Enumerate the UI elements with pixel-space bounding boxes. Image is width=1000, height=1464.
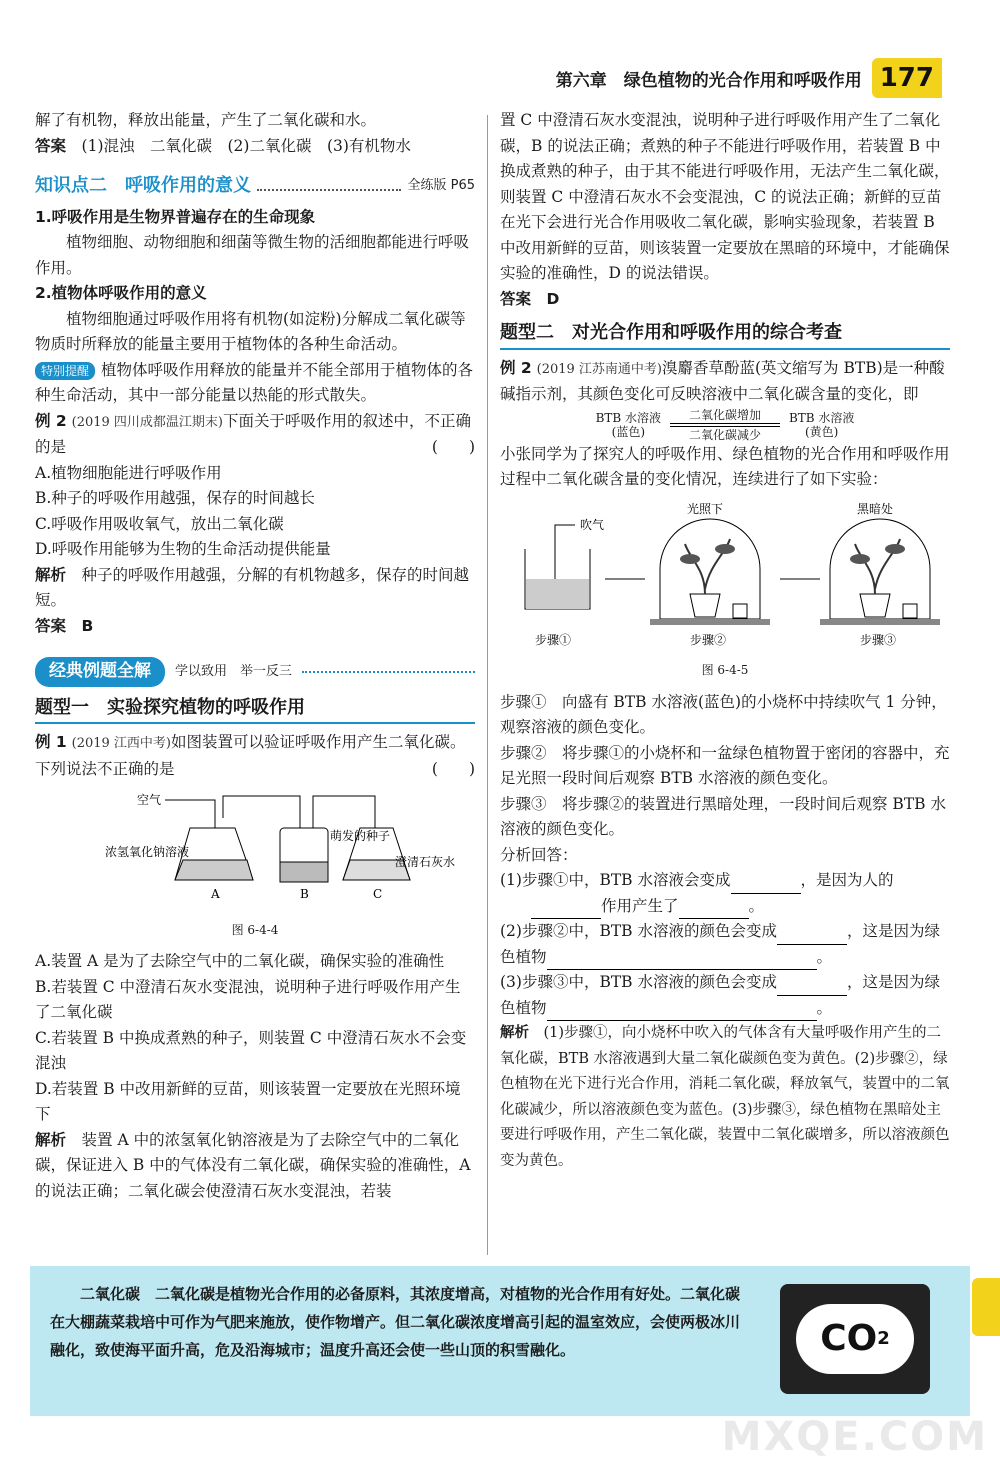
side-tab [972,1278,1000,1336]
co2-image [780,1284,930,1394]
left-column [35,108,475,1204]
label-step2: 步骤② [690,632,727,647]
btb-equation: BTB 水溶液 (蓝色) 二氧化碳增加 二氧化碳减少 BTB 水溶液 (黄色) [595,407,855,442]
ex1-option-a: A.装置 A 是为了去除空气中的二氧化碳，确保实验的准确性 [35,952,445,970]
point-1-body: 植物细胞、动物细胞和细菌等微生物的活细胞都能进行呼吸作用。 [35,233,470,277]
option-d: D.呼吸作用能够为生物的生命活动提供能量 [35,540,331,558]
option-a: A.植物细胞能进行呼吸作用 [35,463,222,482]
intro-line: 解了有机物，释放出能量，产生了二氧化碳和水。 [35,111,377,129]
analysis-label: 分析回答： [500,845,578,864]
figure-6-4-4 [35,788,475,943]
explanation: 解析 种子的呼吸作用越强，分解的有机物越多，保存的时间越短。 [35,565,470,609]
answer-1: 答案 (1)混浊 二氧化碳 (2)二氧化碳 (3)有机物水 [35,136,411,155]
ex1-option-b: B.若装置 C 中澄清石灰水变混浊，说明种子进行呼吸作用产生了二氧化碳 [35,977,461,1021]
label-step1: 步骤① [535,632,572,647]
tip-badge: 特别提醒 [35,362,95,380]
answer-d: 答案 D [500,289,560,308]
info-term: 二氧化碳 [80,1285,141,1303]
label-light: 光照下 [687,501,724,516]
label-air: 空气 [137,793,162,807]
question-3: (3)步骤③中，BTB 水溶液的颜色会变成 ，这是因为绿色植物 。 [500,970,950,1021]
label-a: A [211,887,220,901]
page-header [556,58,942,98]
question-2: (2)步骤②中，BTB 水溶液的颜色会变成 ，这是因为绿色植物 。 [500,919,950,970]
right-explanation: 解析 (1)步骤①，向小烧杯中吹入的气体含有大量呼吸作用产生的二氧化碳，BTB 水溶液遇到大量二氧化碳颜色变为黄色。(2)步骤②，绿色植物在光下进行光合作用，消耗二氧化碳，释放氧气，装置中的二氧化碳减少，所以溶液颜色变为蓝色。(3)步骤③，绿色植物在黑暗处主要进行呼吸作用，产生二氧化碳，装置中二氧化碳增多，所以溶液颜色变为黄色。 [500,1025,950,1169]
step-1: 步骤① 向盛有 BTB 水溶液(蓝色)的小烧杯中持续吹气 1 分钟，观察溶液的颜色变化。 [500,692,947,736]
example-2-intro: 例 2 (2019 江苏南通中考)溴麝香草酚蓝(英文缩写为 BTB)是一种酸碱指示剂，其颜色变化可反映溶液中二氧化碳含量的变化，即 [500,358,945,403]
apparatus-diagram [75,788,456,908]
ex1-option-d: D.若装置 B 中改用新鲜的豆苗，则该装置一定要放在光照环境下 [35,1079,461,1123]
question-1: (1)步骤①中，BTB 水溶液会变成 ，是因为人的 作用产生了 。 [500,868,950,919]
section-banner: 经典例题全解 学以致用 举一反三 [35,657,475,687]
point-2-heading: 2.植物体呼吸作用的意义 [35,284,207,302]
experiment-diagram [505,499,945,649]
reversible-arrow: 二氧化碳增加 二氧化碳减少 [670,408,780,442]
co2-cloud-icon: CO 2 [796,1304,914,1374]
option-b: B.种子的呼吸作用越强，保存的时间越长 [35,489,315,507]
label-lime: 澄清石灰水 [395,855,456,869]
right-column [500,108,950,1174]
example-1-question: 例 1 (2019 江西中考)如图装置可以验证呼吸作用产生二氧化碳。下列说法不正确的是 ( ) [35,733,475,778]
info-text: 二氧化碳是植物光合作用的必备原料，其浓度增高，对植物的光合作用有好处。二氧化碳在大棚蔬菜栽培中可作为气肥来施放，使作物增产。但二氧化碳浓度增高引起的温室效应，会使两极冰川融化，致使海平面升高，危及沿海城市；温度升高还会使一些山顶的积雪融化。 [50,1285,741,1359]
point-1-heading: 1.呼吸作用是生物界普遍存在的生命现象 [35,207,316,226]
question-type-2: 题型二 对光合作用和呼吸作用的综合考查 [500,320,950,350]
step-3: 步骤③ 将步骤②的装置进行黑暗处理，一段时间后观察 BTB 水溶液的颜色变化。 [500,794,946,838]
example-2-description: 小张同学为了探究人的呼吸作用、绿色植物的光合作用和呼吸作用过程中二氧化碳含量的变化情况，连续进行了如下实验： [500,444,950,488]
example-2-question: 例 2 (2019 四川成都温江期末)下面关于呼吸作用的叙述中，不正确的是 ( ) [35,411,475,456]
ex1-option-c: C.若装置 B 中换成煮熟的种子，则装置 C 中澄清石灰水不会变混浊 [35,1028,467,1072]
figure-caption: 图 6-4-4 [231,922,279,937]
watermark: MXQE.COM [721,1414,988,1460]
point-2-body: 植物细胞通过呼吸作用将有机物(如淀粉)分解成二氧化碳等物质时所释放的能量主要用于植物体的各种生命活动。 [35,309,466,353]
dot-leader [257,181,401,191]
ex1-explanation: 解析 装置 A 中的浓氢氧化钠溶液是为了去除空气中的二氧化碳，保证进入 B 中的气体没有二氧化碳，确保实验的准确性，A 的说法正确；二氧化碳会使澄清石灰水变混浊，若装 [35,1130,471,1200]
figure-caption-2: 图 6-4-5 [701,663,749,677]
knowledge-point-title: 知识点二 呼吸作用的意义 全练版 P65 [35,175,475,196]
answer-2: 答案 B [35,616,94,635]
label-seeds: 萌发的种子 [330,829,391,843]
chapter-title: 第六章 绿色植物的光合作用和呼吸作用 [555,70,862,91]
label-blow: 吹气 [580,517,605,532]
label-c: C [373,887,383,901]
column-divider [487,115,488,1255]
label-b: B [300,887,309,901]
label-step3: 步骤③ [860,632,897,647]
info-box [30,1266,970,1416]
label-naoh: 浓氢氧化钠溶液 [105,845,190,859]
special-tip: 特别提醒 植物体呼吸作用释放的能量并不能全部用于植物体的各种生命活动，其中一部分能量以热能的形式散失。 [35,360,474,404]
figure-6-4-5 [500,499,950,684]
step-2: 步骤② 将步骤①的小烧杯和一盆绿色植物置于密闭的容器中，充足光照一段时间后观察 BTB 水溶液的颜色变化。 [500,743,950,787]
option-c: C.呼吸作用吸收氧气，放出二氧化碳 [35,514,284,533]
page-number: 177 [872,58,942,98]
label-dark: 黑暗处 [857,501,894,516]
question-type-1: 题型一 实验探究植物的呼吸作用 [35,695,475,725]
explanation-continued: 置 C 中澄清石灰水变混浊，说明种子进行呼吸作用产生了二氧化碳，B 的说法正确；煮熟的种子不能进行呼吸作用，若装置 B 中换成煮熟的种子，由于其不能进行呼吸作用，无法产生二氧化碳，则装置 C 中澄清石灰水不会变混浊，C 的说法正确；新鲜的豆苗在光下会进行光合作用吸收二氧化碳，影响实验现象，若装置 B 中改用新鲜的豆苗，则该装置一定要放在黑暗的环境中，才能确保实验的准确性，D 的说法错误。 [500,111,950,282]
